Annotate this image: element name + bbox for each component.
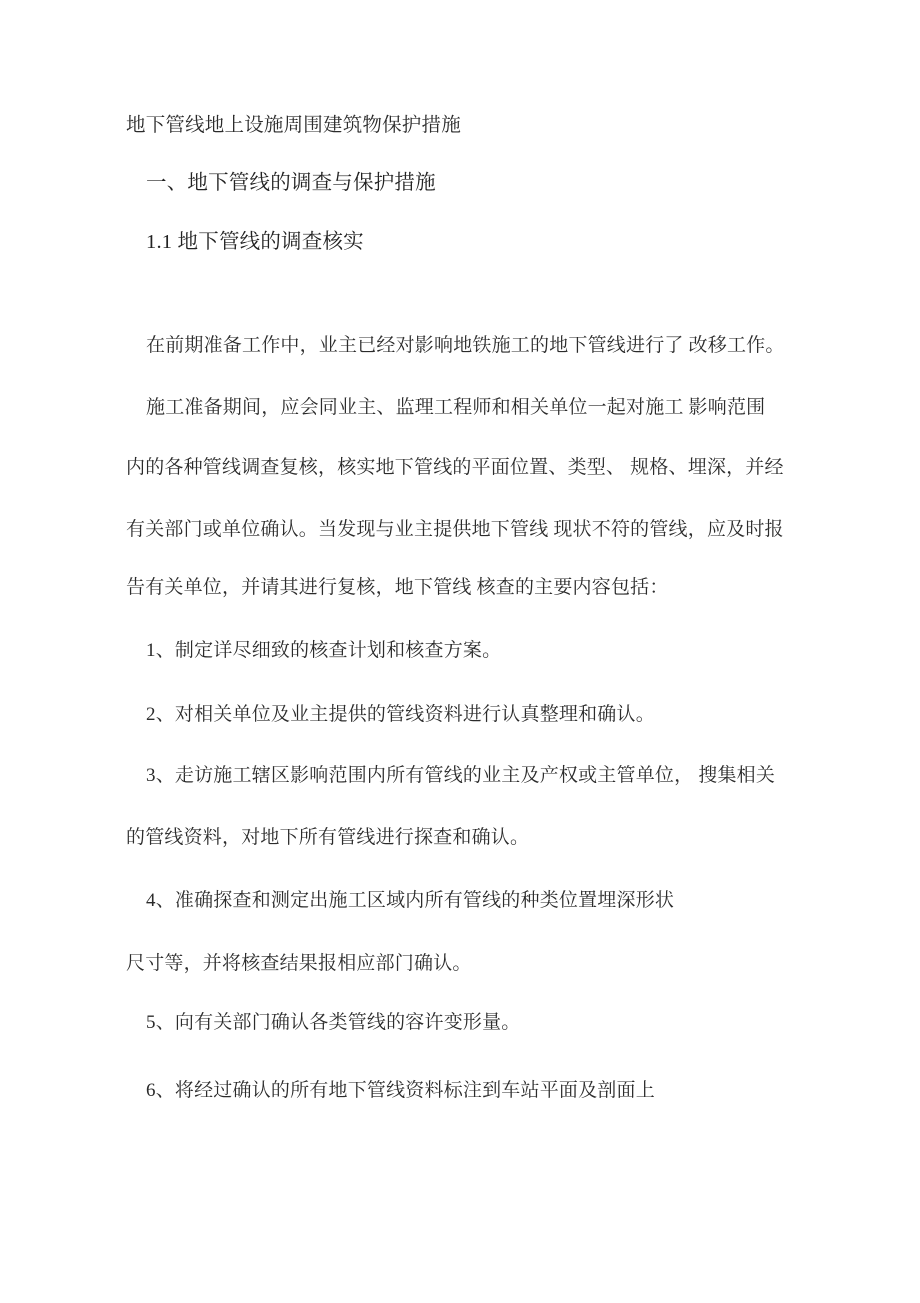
paragraph-2-line-4: 告有关单位，并请其进行复核，地下管线 核查的主要内容包括： [126,577,669,598]
section-heading: 一、地下管线的调查与保护措施 [146,172,436,194]
list-item-3-line-1: 3、走访施工辖区影响范围内所有管线的业主及产权或主管单位， 搜集相关 [146,765,776,786]
list-item-3-line-2: 的管线资料，对地下所有管线进行探查和确认。 [126,827,530,848]
paragraph-1-line-1: 在前期准备工作中，业主已经对影响地铁施工的地下管线进行了 改移工作。 [146,335,785,356]
list-item-6: 6、将经过确认的所有地下管线资料标注到车站平面及剖面上 [146,1080,655,1101]
list-item-4-line-1: 4、准确探查和测定出施工区域内所有管线的种类位置埋深形状 [146,890,675,911]
list-item-4-line-2: 尺寸等，并将核查结果报相应部门确认。 [126,953,472,974]
list-item-1: 1、制定详尽细致的核查计划和核查方案。 [146,640,502,661]
list-item-2: 2、对相关单位及业主提供的管线资料进行认真整理和确认。 [146,704,655,725]
paragraph-2-line-3: 有关部门或单位确认。当发现与业主提供地下管线 现状不符的管线，应及时报 [126,519,784,540]
list-item-5: 5、向有关部门确认各类管线的容许变形量。 [146,1012,521,1033]
subsection-heading: 1.1 地下管线的调查核实 [146,231,364,253]
document-title: 地下管线地上设施周围建筑物保护措施 [126,115,461,136]
paragraph-2-line-2: 内的各种管线调查复核，核实地下管线的平面位置、类型、 规格、埋深，并经 [126,457,784,478]
paragraph-2-line-1: 施工准备期间，应会同业主、监理工程师和相关单位一起对施工 影响范围 [146,397,766,418]
